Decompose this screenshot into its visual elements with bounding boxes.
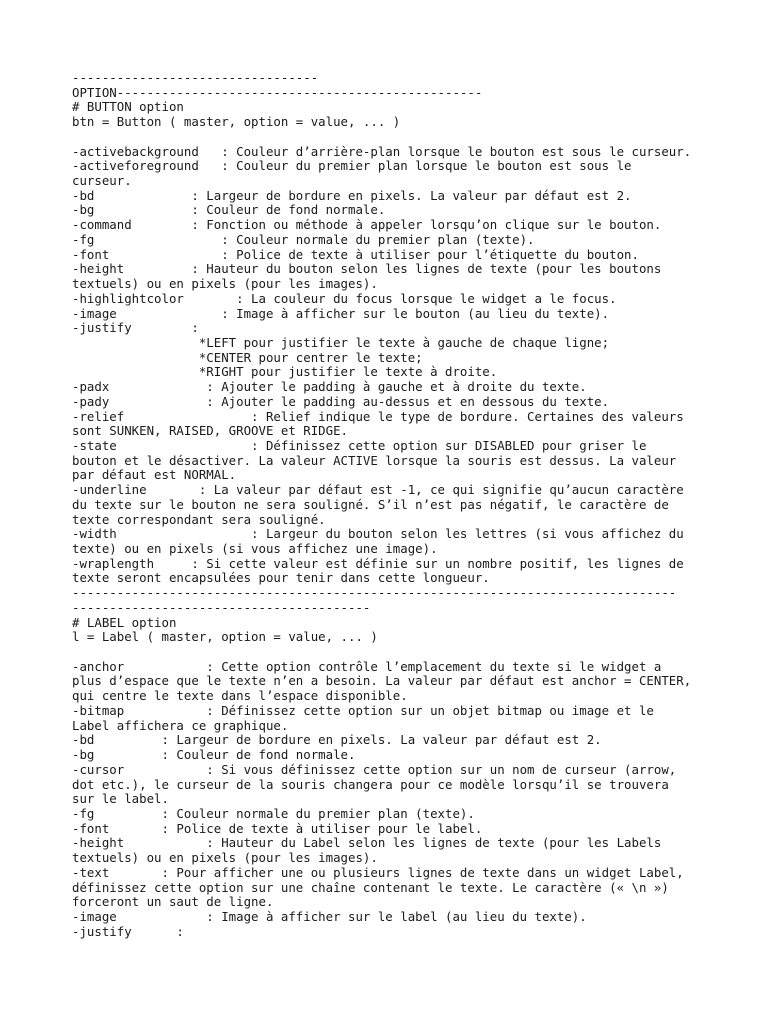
text-line: sur le label.: [72, 791, 169, 807]
text-line: textuels) ou en pixels (pour les images).: [72, 276, 378, 292]
text-line: -justify :: [72, 320, 199, 336]
text-line: -height : Hauteur du Label selon les lignes de texte (pour les Labels: [72, 835, 662, 851]
text-line: bouton et le désactiver. La valeur ACTIVE lorsque la souris est dessus. La valeur: [72, 452, 677, 468]
text-line: btn = Button ( master, option = value, ... ): [72, 114, 401, 130]
text-line: Label affichera ce graphique.: [72, 717, 289, 733]
text-line: -cursor : Si vous définissez cette option sur un nom de curseur (arrow,: [72, 761, 677, 777]
text-line: [72, 645, 702, 660]
text-line: sont SUNKEN, RAISED, GROOVE et RIDGE.: [72, 423, 349, 439]
text-line: -bg : Couleur de fond normale.: [72, 202, 386, 218]
text-line: -pady : Ajouter le padding au-dessus et en dessous du texte.: [72, 393, 610, 409]
text-line: curseur.: [72, 173, 132, 189]
text-line: -wraplength : Si cette valeur est définie sur un nombre positif, les lignes de: [72, 555, 684, 571]
text-line: ----------------------------------------: [72, 599, 371, 615]
text-line: -bg : Couleur de fond normale.: [72, 747, 356, 763]
text-line: -text : Pour afficher une ou plusieurs lignes de texte dans un widget Label,: [72, 864, 684, 880]
document-text: [72, 71, 702, 939]
text-line: -fg : Couleur normale du premier plan (texte).: [72, 231, 535, 247]
text-line: -font : Police de texte à utiliser pour le label.: [72, 820, 483, 836]
text-line: -height : Hauteur du bouton selon les lignes de texte (pour les boutons: [72, 261, 662, 277]
text-line: du texte sur le bouton ne sera souligné. S’il n’est pas négatif, le caractère de: [72, 496, 669, 512]
text-line: [72, 130, 702, 145]
text-line: ---------------------------------: [72, 70, 319, 85]
text-line: # BUTTON option: [72, 99, 184, 115]
text-line: définissez cette option sur une chaîne contenant le texte. Le caractère (« \n »): [72, 879, 669, 895]
text-line: *CENTER pour centrer le texte;: [72, 349, 423, 365]
text-line: par défaut est NORMAL.: [72, 467, 237, 483]
text-line: -activeforeground : Couleur du premier plan lorsque le bouton est sous le: [72, 158, 632, 174]
text-line: -state : Définissez cette option sur DISABLED pour griser le: [72, 437, 647, 453]
text-line: -bitmap : Définissez cette option sur un objet bitmap ou image et le: [72, 702, 654, 718]
text-line: forceront un saut de ligne.: [72, 894, 274, 910]
text-line: -activebackground : Couleur d’arrière-plan lorsque le bouton est sous le curseur.: [72, 143, 692, 159]
text-line: textuels) ou en pixels (pour les images).: [72, 850, 378, 866]
text-line: -bd : Largeur de bordure en pixels. La valeur par défaut est 2.: [72, 187, 632, 203]
text-line: texte) ou en pixels (si vous affichez une image).: [72, 541, 438, 556]
text-line: -width : Largeur du bouton selon les lettres (si vous affichez du: [72, 526, 684, 542]
text-line: ---------------------------------------------------------------------------------: [72, 585, 677, 601]
text-line: *RIGHT pour justifier le texte à droite.: [72, 364, 498, 380]
text-line: texte correspondant sera souligné.: [72, 511, 326, 527]
text-line: -command : Fonction ou méthode à appeler lorsqu’on clique sur le bouton.: [72, 217, 662, 233]
text-line: l = Label ( master, option = value, ... ): [72, 629, 378, 645]
text-line: -highlightcolor : La couleur du focus lorsque le widget a le focus.: [72, 290, 617, 306]
text-line: -justify :: [72, 923, 184, 939]
text-line: *LEFT pour justifier le texte à gauche de chaque ligne;: [72, 334, 610, 350]
text-line: -font : Police de texte à utiliser pour l’étiquette du bouton.: [72, 246, 639, 262]
text-line: plus d’espace que le texte n’en a besoin. La valeur par défaut est anchor = CENTER,: [72, 673, 692, 689]
text-line: -image : Image à afficher sur le label (au lieu du texte).: [72, 908, 587, 924]
text-line: -bd : Largeur de bordure en pixels. La valeur par défaut est 2.: [72, 732, 602, 748]
text-line: texte seront encapsulées pour tenir dans cette longueur.: [72, 570, 490, 586]
text-line: -underline : La valeur par défaut est -1, ce qui signifie qu’aucun caractère: [72, 482, 684, 498]
text-line: OPTION-------------------------------------------------: [72, 84, 483, 100]
text-line: -fg : Couleur normale du premier plan (texte).: [72, 805, 475, 821]
text-line: -relief : Relief indique le type de bordure. Certaines des valeurs: [72, 408, 684, 424]
text-line: -image : Image à afficher sur le bouton (au lieu du texte).: [72, 305, 610, 321]
text-line: # LABEL option: [72, 614, 177, 630]
text-line: dot etc.), le curseur de la souris changera pour ce modèle lorsqu’il se trouvera: [72, 776, 669, 792]
text-line: -padx : Ajouter le padding à gauche et à droite du texte.: [72, 379, 587, 395]
text-line: qui centre le texte dans l’espace disponible.: [72, 688, 408, 704]
text-line: -anchor : Cette option contrôle l’emplacement du texte si le widget a: [72, 658, 662, 674]
